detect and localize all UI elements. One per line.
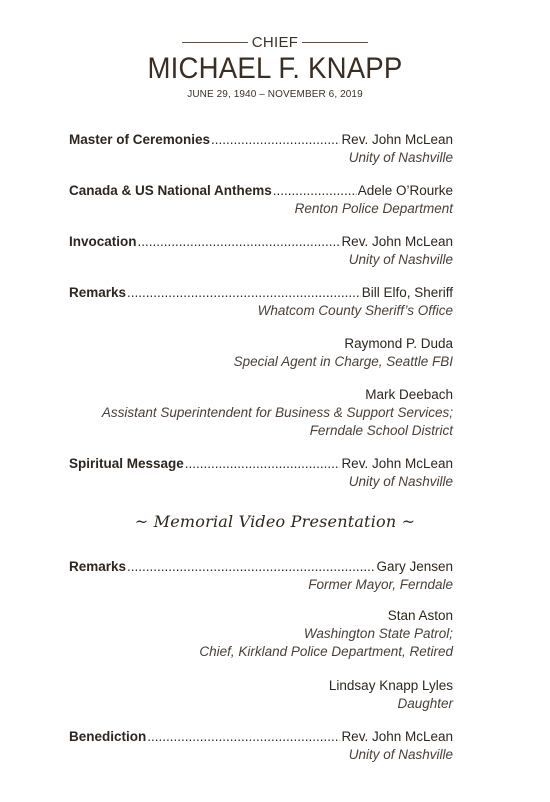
program-entry: [69, 335, 453, 371]
entry-person: Rev. John McLean: [341, 729, 453, 744]
program-entry: [69, 728, 453, 764]
entry-person: Adele O’Rourke: [357, 183, 453, 198]
program-entry: [69, 233, 453, 269]
right-rule: [302, 42, 368, 43]
entry-label: Canada & US National Anthems: [69, 183, 272, 198]
program-entry: [69, 455, 453, 491]
dot-leader: [211, 131, 340, 149]
entry-affiliation: Assistant Superintendent for Business & Support Services;: [101, 405, 453, 420]
interlude-heading: ~ Memorial Video Presentation ~: [134, 512, 416, 531]
entry-affiliation: Renton Police Department: [294, 201, 453, 216]
entry-affiliation: Daughter: [397, 696, 453, 711]
entry-person: Lindsay Knapp Lyles: [328, 678, 453, 693]
entry-person: Stan Aston: [387, 608, 453, 623]
entry-label: Remarks: [69, 559, 127, 574]
entry-label: Remarks: [69, 285, 127, 300]
dot-leader: [185, 455, 341, 473]
entry-person: Mark Deebach: [365, 387, 453, 402]
life-dates: JUNE 29, 1940 – NOVEMBER 6, 2019: [187, 89, 363, 100]
dot-leader: [127, 284, 361, 302]
left-rule: [182, 42, 248, 43]
honoree-name: MICHAEL F. KNAPP: [147, 52, 403, 85]
entry-affiliation: Unity of Nashville: [348, 474, 453, 489]
entry-person: Rev. John McLean: [341, 132, 453, 147]
entry-affiliation: Unity of Nashville: [348, 150, 453, 165]
dot-leader: [138, 233, 341, 251]
entry-affiliation: Washington State Patrol;: [303, 626, 453, 641]
entry-label: Invocation: [69, 234, 137, 249]
entry-person: Gary Jensen: [376, 559, 453, 574]
dot-leader: [127, 558, 375, 576]
entry-person: Bill Elfo, Sheriff: [361, 285, 453, 300]
subtitle-line: [0, 34, 550, 51]
program-entry: [69, 131, 453, 167]
entry-person: Rev. John McLean: [341, 234, 453, 249]
entry-label: Spiritual Message: [69, 456, 184, 471]
program-entry: [69, 677, 453, 713]
entry-person: Rev. John McLean: [341, 456, 453, 471]
entry-affiliation: Unity of Nashville: [348, 252, 453, 267]
entry-affiliation: Ferndale School District: [309, 423, 453, 438]
entry-affiliation: Former Mayor, Ferndale: [308, 577, 453, 592]
entry-label: Benediction: [69, 729, 147, 744]
program-entry: [69, 607, 453, 661]
entry-person: Raymond P. Duda: [344, 336, 453, 351]
dot-leader: [147, 728, 340, 746]
dot-leader: [273, 182, 357, 200]
subtitle: CHIEF: [251, 34, 299, 51]
header: [0, 34, 550, 100]
entry-affiliation: Whatcom County Sheriff’s Office: [257, 303, 453, 318]
entry-label: Master of Ceremonies: [69, 132, 211, 147]
program-entry: [69, 284, 453, 320]
program-entry: [69, 558, 453, 594]
entry-affiliation: Chief, Kirkland Police Department, Retired: [199, 644, 453, 659]
program-entry: [69, 182, 453, 218]
program-entry: [40, 386, 453, 440]
entry-affiliation: Special Agent in Charge, Seattle FBI: [233, 354, 453, 369]
entry-affiliation: Unity of Nashville: [348, 747, 453, 762]
